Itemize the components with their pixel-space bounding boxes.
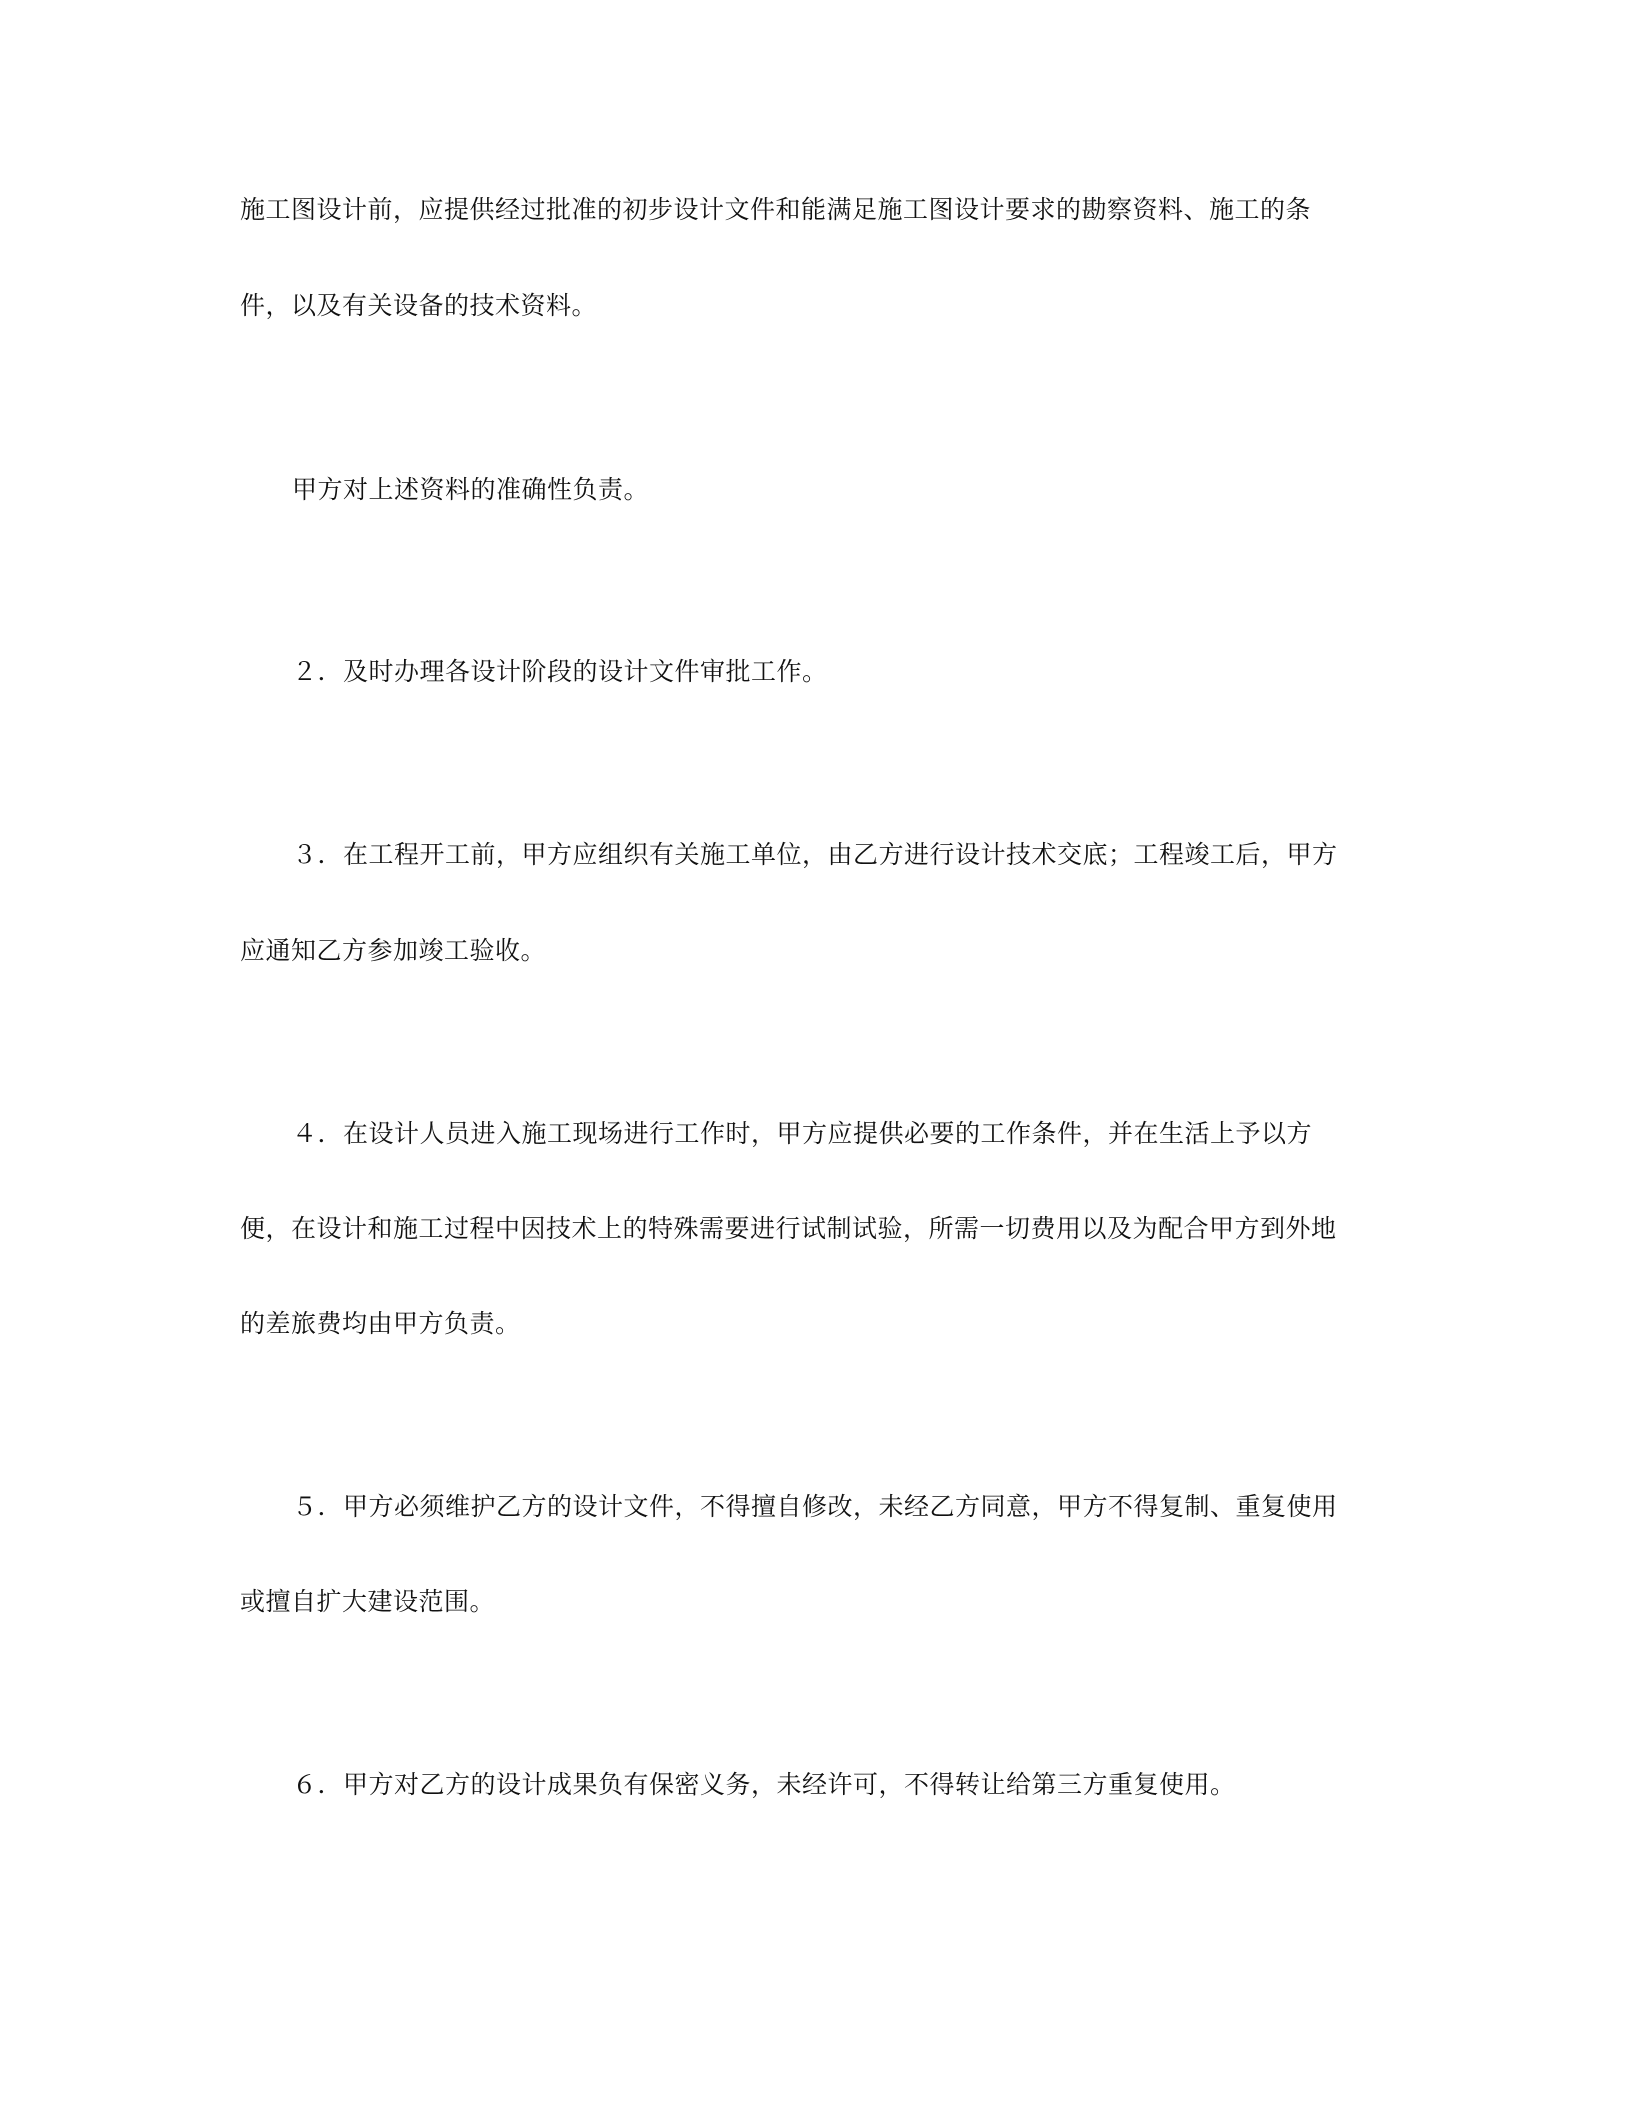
item-3-line-2: 应通知乙方参加竣工验收。 xyxy=(240,936,547,965)
paragraph-1-line-2: 件，以及有关设备的技术资料。 xyxy=(240,291,598,320)
item-4-line-3: 的差旅费均由甲方负责。 xyxy=(240,1309,521,1338)
item-5-line-2: 或擅自扩大建设范围。 xyxy=(240,1587,496,1616)
item-4-line-1: ４．在设计人员进入施工现场进行工作时，甲方应提供必要的工作条件，并在生活上予以方 xyxy=(292,1119,1313,1148)
item-5-line-1: ５．甲方必须维护乙方的设计文件，不得擅自修改，未经乙方同意，甲方不得复制、重复使用 xyxy=(292,1492,1338,1521)
item-6-line-1: ６．甲方对乙方的设计成果负有保密义务，未经许可，不得转让给第三方重复使用。 xyxy=(292,1770,1236,1799)
item-2-line-1: ２．及时办理各设计阶段的设计文件审批工作。 xyxy=(292,657,828,686)
item-4-line-2: 便，在设计和施工过程中因技术上的特殊需要进行试制试验，所需一切费用以及为配合甲方到外地 xyxy=(240,1214,1337,1243)
paragraph-1-line-1: 施工图设计前，应提供经过批准的初步设计文件和能满足施工图设计要求的勘察资料、施工的条 xyxy=(240,195,1312,224)
item-3-line-1: ３．在工程开工前，甲方应组织有关施工单位，由乙方进行设计技术交底；工程竣工后，甲方 xyxy=(292,840,1338,869)
paragraph-2-line-1: 甲方对上述资料的准确性负责。 xyxy=(292,475,650,504)
